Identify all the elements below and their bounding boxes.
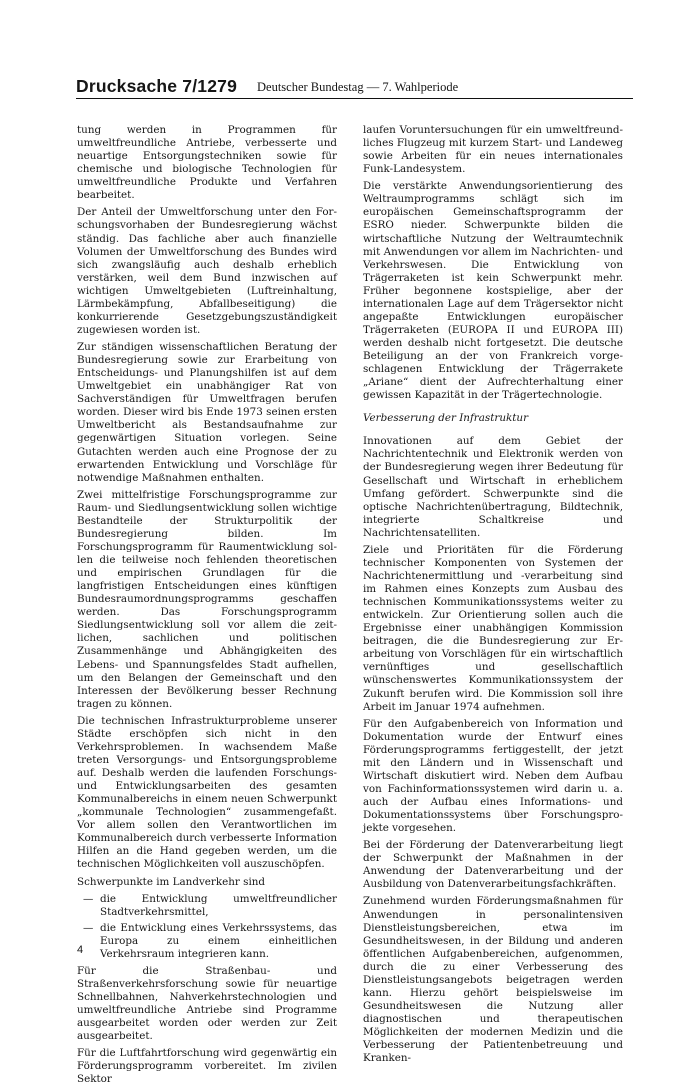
document-number: Drucksache 7/1279 <box>76 76 238 96</box>
paragraph: laufen Voruntersuchungen für ein umweltfreundliches Flugzeug mit kurzem Start- und Landeweg sowie Arbeiten für ein neues internationales Funk-Landesystem. <box>363 124 623 176</box>
left-column <box>77 124 337 1090</box>
header-rule <box>76 98 633 99</box>
list-item-text: die Entwicklung umweltfreundlicher Stadtverkehrsmittel, <box>100 892 337 918</box>
paragraph: tung werden in Programmen für umweltfreundliche Antriebe, verbesserte und neuartige Entsorgungstechniken sowie für chemische und biologische Technologien für umweltfreundliche Produkte und Verfahren bearbeitet. <box>77 124 337 202</box>
page-number: 4 <box>77 944 84 956</box>
list-item <box>77 922 337 961</box>
paragraph: Die technischen Infrastrukturprobleme unserer Städte erschöpfen sich nicht in den Verkehrsproblemen. In wachsendem Maße treten Versorgungs- und Entsorgungsprobleme auf. Deshalb werden die laufenden Forschungs- und Entwicklungsarbeiten des gesamten Kommunalbereichs in einem neuen Schwerpunkt „kommunale Technologien“ zusammengefaßt. Vor allem sollen den Verantwortlichen im Kommunalbereich durch verbesserte Information Hilfen an die Hand gegeben werden, um die technischen Möglichkeiten voll auszuschöpfen. <box>77 714 337 871</box>
dash-marker: — <box>83 892 94 905</box>
paragraph: Für die Straßenbau- und Straßenverkehrsforschung sowie für neuartige Schnellbahnen, Nahverkehrstechnologien und umweltfreundliche Antriebe sind Programme ausgearbeitet worden oder werden zur Zeit ausgearbeitet. <box>77 964 337 1043</box>
paragraph: Die verstärkte Anwendungsorientierung des Weltraumprogramms schlägt sich im europäischen Gemeinschaftsprogramm der ESRO nieder. Schwerpunkte bilden die wirtschaftliche Nutzung der Weltraumtechnik mit Anwendungen vor allem im Nachrichten- und Verkehrswesen. Die Entwicklung von Trägerraketen ist kein Schwerpunkt mehr. Früher begonnene kostspielige, aber der internationalen Lage auf dem Trägersektor nicht angepaßte Entwicklungen europäischer Trägerraketen (EUROPA II und EUROPA III) werden deshalb nicht fortgesetzt. Die deutsche Beteiligung an der von Frankreich vorgeschlagenen Entwicklung der Trägerrakete „Ariane“ dient der Aufrechterhaltung einer gewissen Kapazität in der Trägertechnologie. <box>363 180 623 402</box>
paragraph: Für den Aufgabenbereich von Information und Dokumentation wurde der Entwurf eines Förderungsprogramms fertiggestellt, der jetzt mit den Ländern und in Wissenschaft und Wirtschaft diskutiert wird. Neben dem Aufbau von Fachinformationssystemen wird darin u. a. auch der Aufbau eines Informations- und Dokumentationssystems über Forschungsprojekte vorgesehen. <box>363 717 623 835</box>
paragraph: Bei der Förderung der Datenverarbeitung liegt der Schwerpunkt der Maßnahmen in der Anwendung der Datenverarbeitung und der Ausbildung von Datenverarbeitungsfachkräften. <box>363 839 623 891</box>
bullet-list <box>77 893 337 961</box>
paragraph: Für die Luftfahrtforschung wird gegenwärtig ein Förderungsprogramm vorbereitet. Im zivilen Sektor <box>77 1047 337 1086</box>
paragraph: Der Anteil der Umweltforschung unter den Forschungsvorhaben der Bundesregierung wächst ständig. Das fachliche aber auch finanzielle Volumen der Umweltforschung des Bundes wird sich zwangsläufig auch deshalb erheblich verstärken, weil dem Bund inzwischen auf wichtigen Umweltgebieten (Luftreinhaltung, Lärmbekämpfung, Abfallbeseitigung) die konkurrierende Gesetzgebungszuständigkeit zugewiesen worden ist. <box>77 206 337 336</box>
paragraph: Zwei mittelfristige Forschungsprogramme zur Raum- und Siedlungsentwicklung sollen wichtige Bestandteile der Strukturpolitik der Bundesregierung bilden. Im Forschungsprogramm für Raumentwicklung sollen die teilweise noch fehlenden theoretischen und empirischen Grundlagen für die langfristigen Entscheidungen eines künftigen Bundesraumordnungsprogramms geschaffen werden. Das Forschungsprogramm Siedlungsentwicklung soll vor allem die zeitlichen, sachlichen und politischen Zusammenhänge und Abhängigkeiten des Lebens- und Spannungsfeldes Stadt aufhellen, um den Belangen der Gemeinschaft und den Interessen der Bevölkerung besser Rechnung tragen zu können. <box>77 488 337 710</box>
right-column <box>363 124 623 1069</box>
page-header <box>76 76 633 98</box>
paragraph: Ziele und Prioritäten für die Förderung technischer Komponenten von Systemen der Nachrichtenermittlung und -verarbeitung sind im Rahmen eines Konzepts zum Ausbau des technischen Kommunikationssystems weiter zu entwickeln. Zur Orientierung sollen auch die Ergebnisse einer unabhängigen Kommission beitragen, die die Bundesregierung zur Erarbeitung von Vorschlägen für ein wirtschaftlich vernünftiges und gesellschaftlich wünschenswertes Kommunikationssystem der Zukunft berufen wird. Die Kommission soll ihre Arbeit im Januar 1974 aufnehmen. <box>363 543 623 713</box>
paragraph: Zunehmend wurden Förderungsmaßnahmen für Anwendungen in personalintensiven Dienstleistungsbereichen, etwa im Gesundheitswesen, in der Bildung und anderen öffentlichen Aufgabenbereichen, aufgenommen, durch die zu einer Verbesserung des Dienstleistungsangebots beigetragen werden kann. Hierzu gehört beispielsweise im Gesundheitswesen die Nutzung aller diagnostischen und therapeutischen Möglichkeiten der modernen Medizin und die Verbesserung der Patientenbetreuung und Kranken- <box>363 895 623 1065</box>
header-title: Deutscher Bundestag — 7. Wahlperiode <box>257 80 459 94</box>
paragraph: Innovationen auf dem Gebiet der Nachrichtentechnik und Elektronik werden von der Bundesregierung wegen ihrer Bedeutung für Gesellschaft und Wirtschaft in erheblichem Umfang gefördert. Schwerpunkte sind die optische Nachrichtenübertragung, Bildtechnik, integrierte Schaltkreise und Nachrichtensatelliten. <box>363 435 623 539</box>
section-heading: Verbesserung der Infrastruktur <box>363 412 529 425</box>
list-item <box>77 893 337 919</box>
dash-marker: — <box>83 921 94 934</box>
list-item-text: die Entwicklung eines Verkehrssystems, das Europa zu einem einheitlichen Verkehrsraum integrieren kann. <box>100 921 337 960</box>
paragraph: Schwerpunkte im Landverkehr sind <box>77 875 266 888</box>
paragraph: Zur ständigen wissenschaftlichen Beratung der Bundesregierung sowie zur Erarbeitung von Entscheidungs- und Planungshilfen ist auf dem Umweltgebiet ein unabhängiger Rat von Sachverständigen für Umweltfragen berufen worden. Dieser wird bis Ende 1973 seinen ersten Umweltbericht als Bestandsaufnahme zur gegenwärtigen Situation vorlegen. Seine Gutachten werden auch eine Prognose der zu erwartenden Entwicklung und Vorschläge für notwendige Maßnahmen enthalten. <box>77 341 337 484</box>
